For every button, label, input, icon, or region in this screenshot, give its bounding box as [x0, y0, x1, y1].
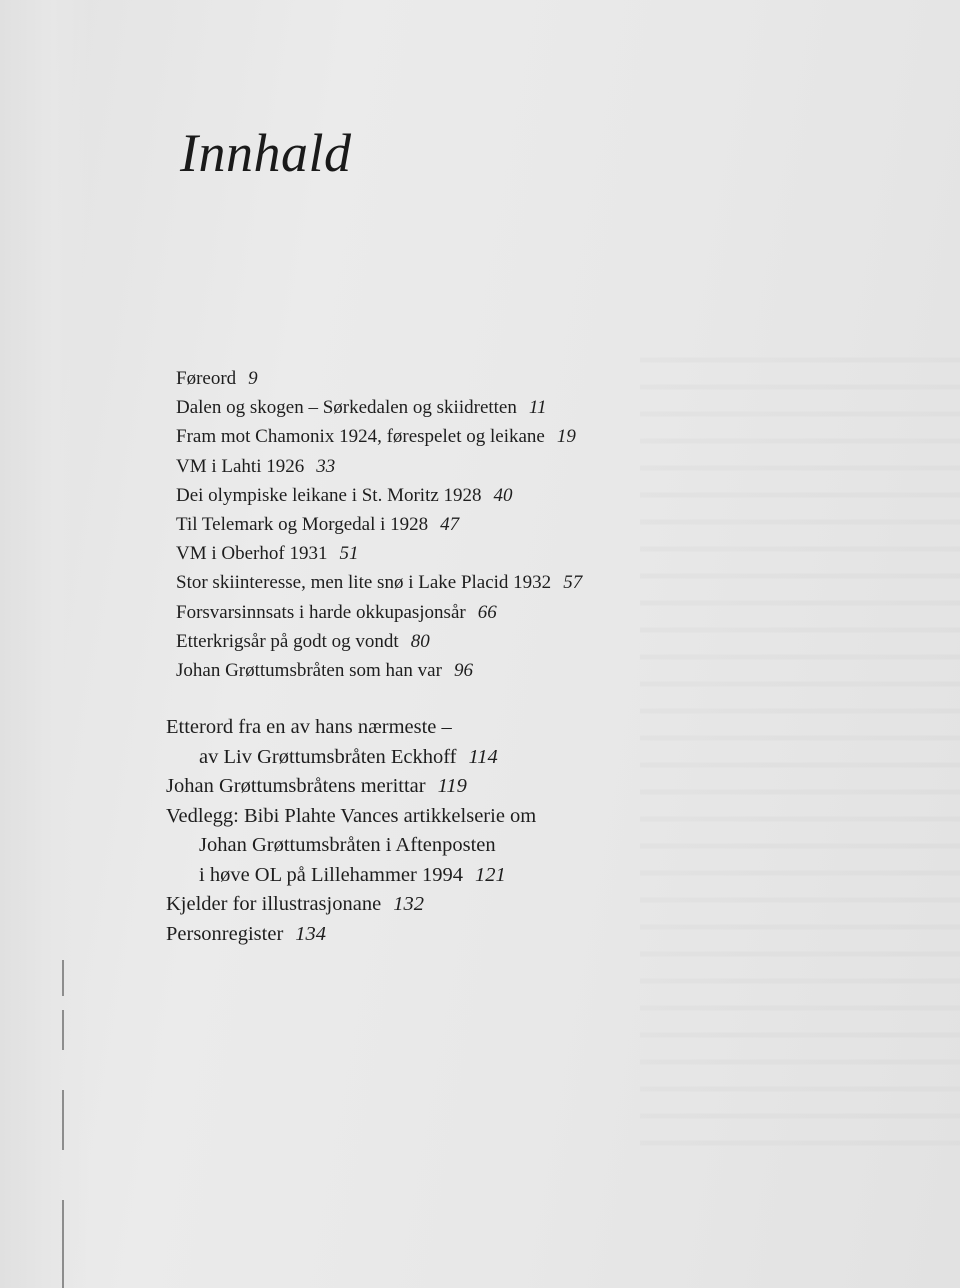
toc-entry — [166, 802, 736, 891]
toc-entry-title-text: Kjelder for illustrasjonane — [166, 893, 382, 916]
toc-entry-title: Johan Grøttumsbråten i Aftenposten — [199, 834, 496, 857]
toc-page-number: 114 — [468, 745, 498, 768]
toc-page-number: 66 — [477, 601, 497, 623]
binding-stitch — [62, 960, 64, 996]
toc-page-number: 47 — [440, 514, 460, 536]
toc-entry — [166, 890, 736, 920]
toc-entry — [176, 627, 736, 656]
toc-entry-title-text: Etterkrigsår på godt og vondt — [176, 630, 399, 652]
toc-entry-title-text: Johan Grøttumsbråten som han var — [176, 660, 442, 682]
binding-stitch — [62, 1200, 64, 1288]
toc-entry-title: Vedlegg: Bibi Plahte Vances artikkelserie om — [166, 804, 537, 827]
toc-page-number: 51 — [339, 543, 359, 565]
toc-entry-title-text: Føreord — [176, 368, 237, 389]
toc-appendix-section — [166, 713, 736, 949]
binding-stitch — [62, 1090, 64, 1150]
toc-entry-title — [176, 452, 736, 481]
toc-page-number: 9 — [248, 368, 258, 389]
toc-entry-title-text: Dalen og skogen – Sørkedalen og skiidretten — [176, 397, 517, 419]
toc-entry — [176, 568, 736, 597]
toc-entry — [176, 364, 736, 393]
toc-page-number: 96 — [453, 660, 473, 682]
toc-page-number: 33 — [316, 455, 336, 477]
toc-entry-title — [176, 568, 736, 597]
toc-page-number: 119 — [437, 775, 467, 798]
toc-entry-title-text: Dei olympiske leikane i St. Moritz 1928 — [176, 484, 482, 506]
toc-entry-title — [176, 539, 736, 568]
toc-page-number: 132 — [393, 893, 424, 916]
binding-stitch — [62, 1010, 64, 1050]
toc-entry-title — [176, 510, 736, 539]
toc-entry — [176, 393, 736, 422]
toc-entry — [176, 510, 736, 539]
toc-entry-title — [166, 861, 736, 891]
toc-entry — [176, 539, 736, 568]
toc-page-number: 19 — [556, 426, 576, 448]
toc-entry — [166, 713, 736, 772]
toc-entry-title — [176, 422, 736, 451]
toc-entry-title-text: av Liv Grøttumsbråten Eckhoff — [199, 745, 457, 768]
toc-page-number: 80 — [410, 630, 430, 652]
toc-entry — [166, 772, 736, 802]
toc-entry-title-text: i høve OL på Lillehammer 1994 — [199, 863, 463, 886]
toc-entry-title-text: Personregister — [166, 922, 284, 945]
toc-entry-title — [176, 656, 736, 685]
toc-entry — [176, 481, 736, 510]
toc-entry-title — [176, 393, 736, 422]
toc-entry-title — [166, 920, 736, 950]
toc-entry-title-text: Til Telemark og Morgedal i 1928 — [176, 514, 429, 536]
toc-entry-title — [176, 364, 736, 393]
page-title: Innhald — [180, 123, 352, 183]
toc-entry — [176, 656, 736, 685]
toc-entry-title — [176, 481, 736, 510]
toc-page-number: 57 — [563, 572, 583, 594]
toc-entry-title-text: Fram mot Chamonix 1924, førespelet og leikane — [176, 426, 545, 448]
toc-entry-title-text: Forsvarsinnsats i harde okkupasjonsår — [176, 601, 466, 623]
toc-entry-title-text: Johan Grøttumsbråtens merittar — [166, 775, 426, 798]
toc-page-number: 121 — [474, 863, 506, 886]
table-of-contents — [166, 364, 736, 949]
toc-page-number: 134 — [295, 922, 327, 945]
toc-entry-title-text: VM i Oberhof 1931 — [176, 543, 328, 565]
toc-entry — [176, 422, 736, 451]
toc-entry-title-text: VM i Lahti 1926 — [176, 455, 305, 477]
toc-entry-title — [166, 890, 736, 920]
toc-entry-title — [176, 598, 736, 627]
toc-entry — [176, 452, 736, 481]
toc-main-section — [176, 364, 736, 685]
toc-entry-title: Etterord fra en av hans nærmeste – — [166, 716, 452, 739]
toc-entry — [176, 598, 736, 627]
toc-entry-title-text: Stor skiinteresse, men lite snø i Lake Placid 1932 — [176, 572, 552, 594]
toc-entry-title — [176, 627, 736, 656]
toc-entry-title — [166, 743, 736, 773]
toc-entry-title — [166, 772, 736, 802]
book-gutter — [0, 0, 90, 1288]
toc-page-number: 11 — [528, 397, 547, 419]
toc-entry — [166, 920, 736, 950]
toc-page-number: 40 — [493, 484, 513, 506]
